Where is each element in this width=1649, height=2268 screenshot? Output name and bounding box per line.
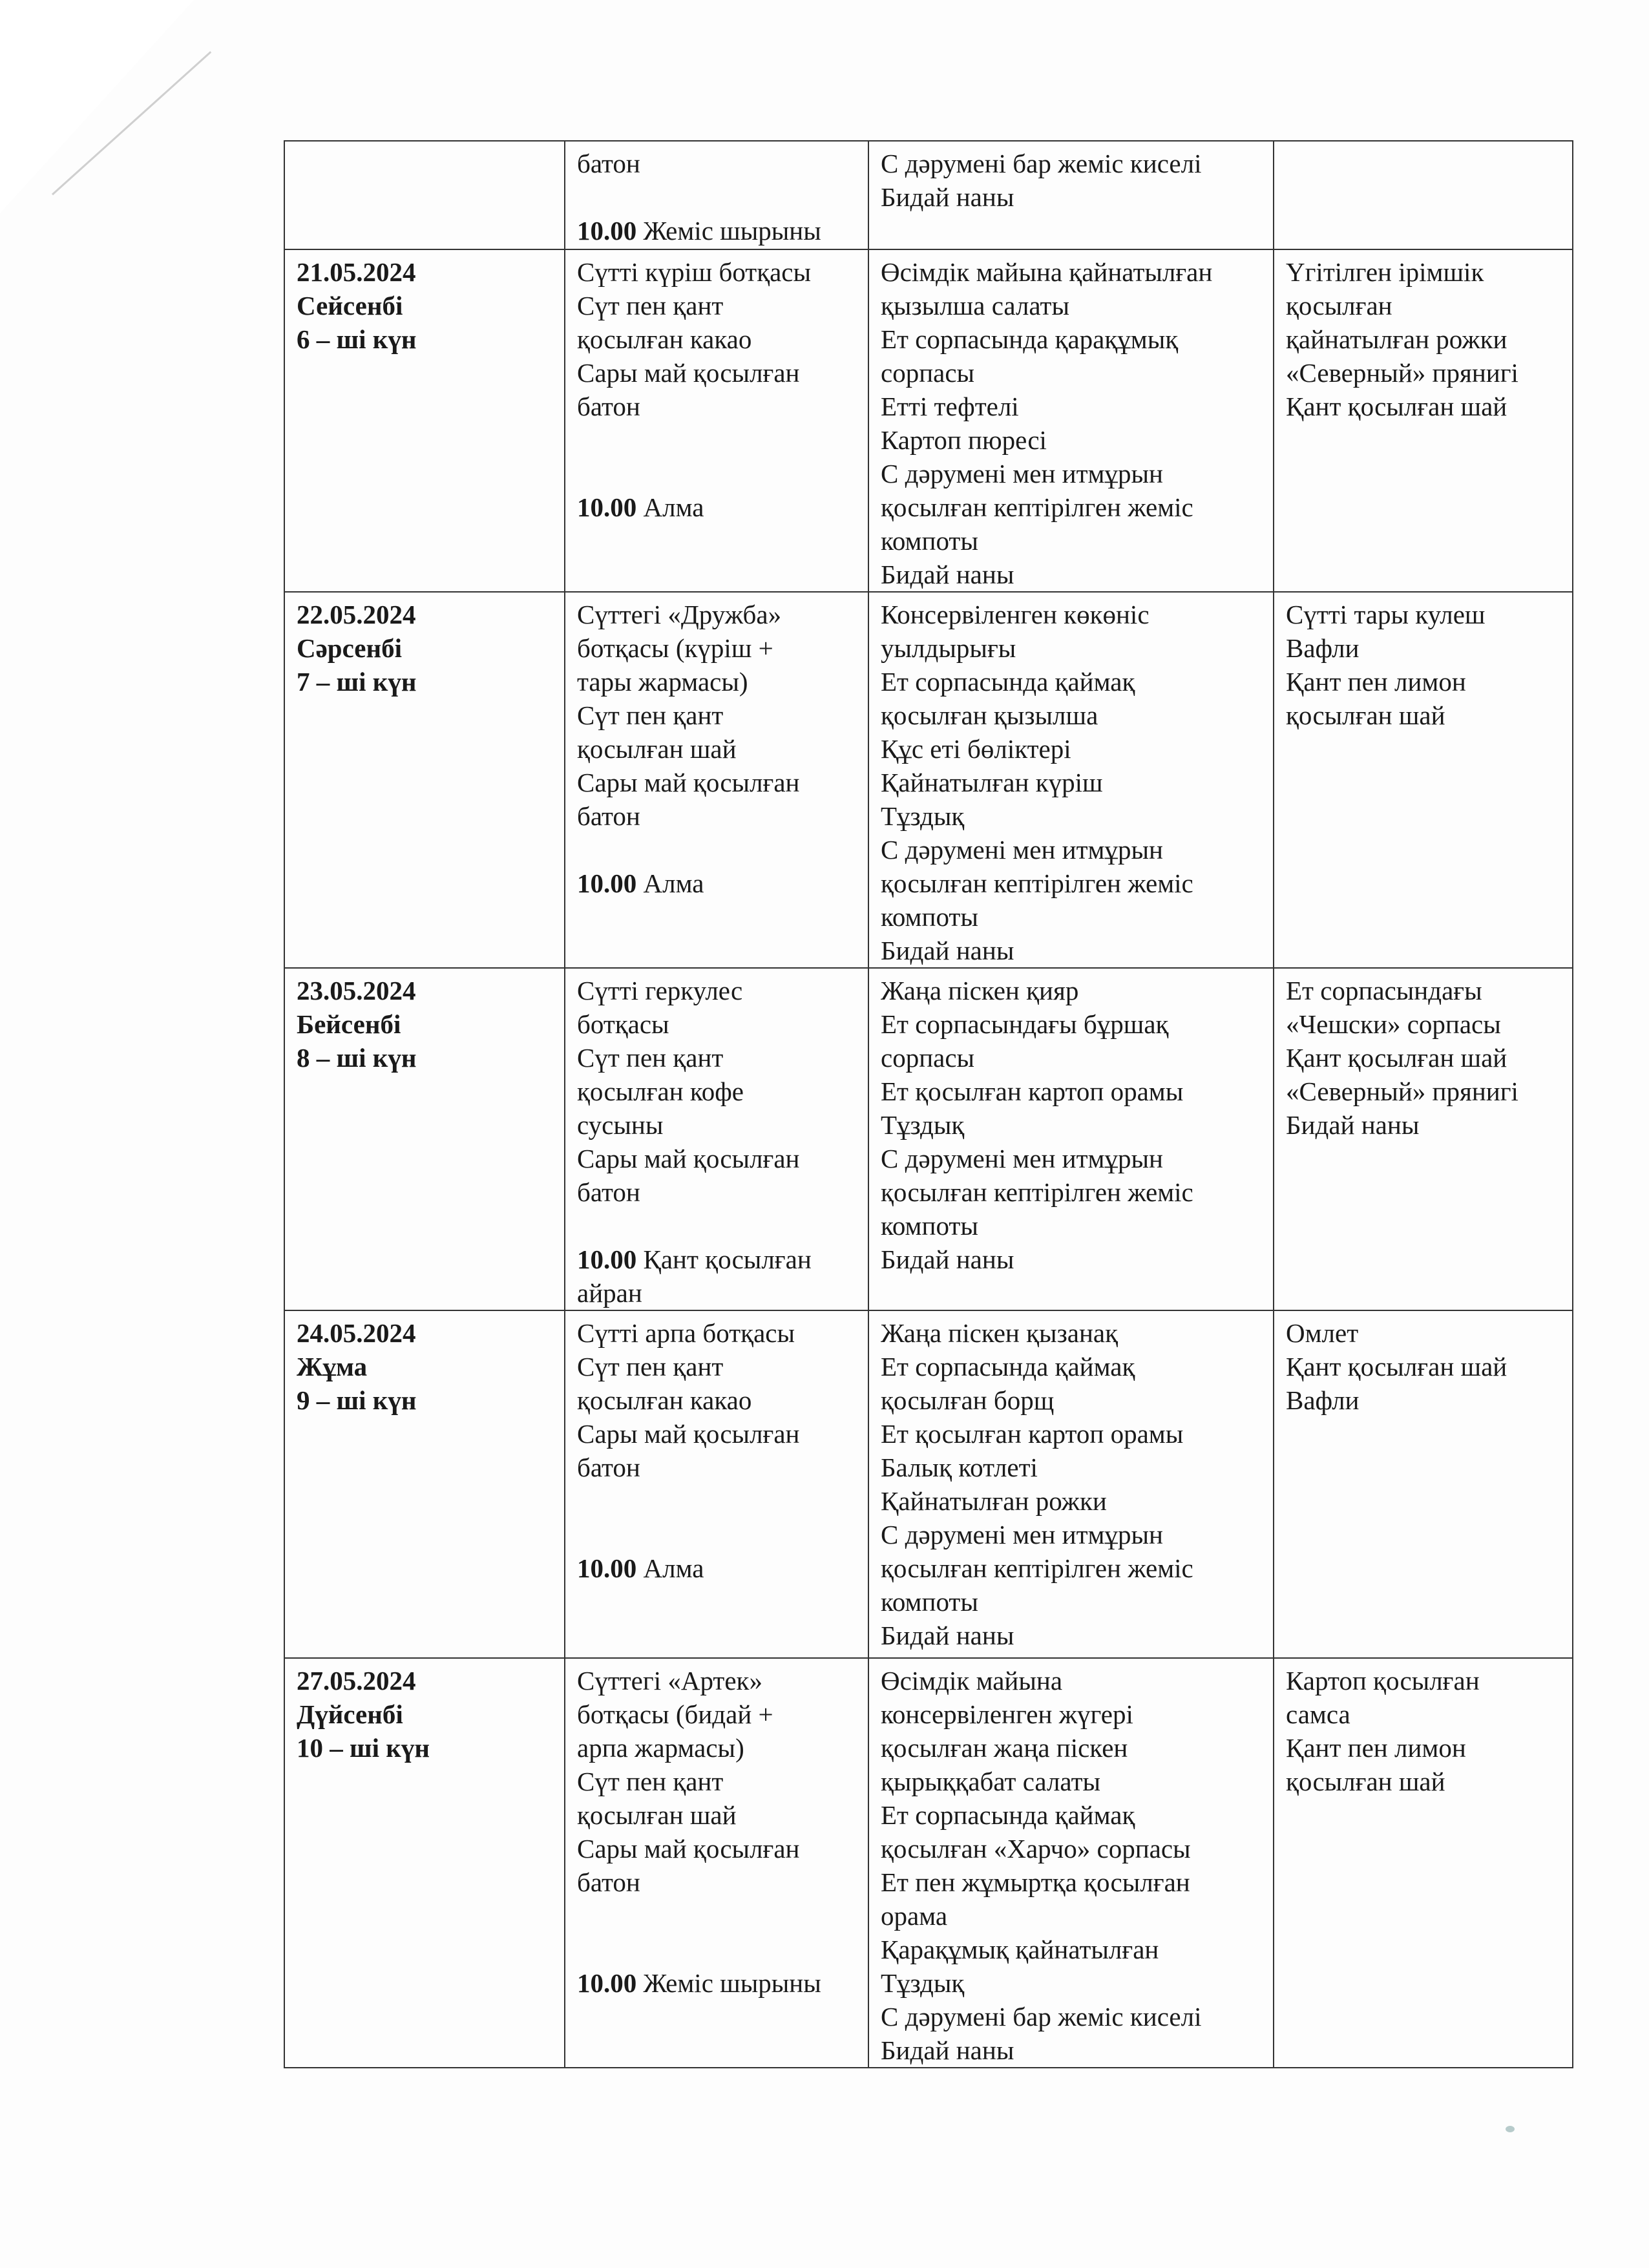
- breakfast-line: ботқасы (күріш +: [577, 633, 773, 663]
- lunch-line: С дәрумені мен итмұрын: [881, 1520, 1163, 1549]
- day-cell: [284, 1658, 565, 2068]
- lunch-line: қосылған кептірілген жеміс: [881, 1553, 1193, 1583]
- breakfast-line: Сүт пен қант: [577, 1352, 724, 1381]
- breakfast-line: қосылған шай: [577, 734, 737, 764]
- dinner-line: Үгітілген ірімшік: [1286, 257, 1484, 287]
- day-day-num: 6 – ші күн: [297, 324, 417, 354]
- lunch-cell: [868, 968, 1274, 1310]
- lunch-line: қосылған «Харчо» сорпасы: [881, 1834, 1191, 1864]
- lunch-line: Етті тефтелі: [881, 392, 1019, 421]
- breakfast-line: ботқасы (бидай +: [577, 1699, 773, 1729]
- breakfast-line: ботқасы: [577, 1009, 669, 1039]
- breakfast-line: батон: [577, 1453, 640, 1482]
- lunch-line: Балық котлеті: [881, 1453, 1038, 1482]
- dinner-line: қосылған шай: [1286, 700, 1445, 730]
- dinner-line: Қант пен лимон: [1286, 667, 1466, 697]
- lunch-line: Ет пен жұмыртқа қосылған: [881, 1867, 1190, 1897]
- lunch-cell: [868, 249, 1274, 592]
- snack-line: [577, 1966, 859, 2000]
- day-date: 23.05.2024: [297, 976, 416, 1005]
- snack-item: Жеміс шырыны: [643, 1968, 821, 1998]
- dinner-line: самса: [1286, 1699, 1350, 1729]
- snack-line: [577, 214, 859, 247]
- dinner-line: қосылған шай: [1286, 1767, 1445, 1796]
- breakfast-line: батон: [577, 392, 640, 421]
- dinner-line: қайнатылған рожки: [1286, 324, 1507, 354]
- breakfast-line: Сүттегі «Артек»: [577, 1666, 762, 1696]
- page-fold: [0, 0, 194, 213]
- table-row: [284, 249, 1573, 592]
- lunch-line: қосылған жаңа піскен: [881, 1733, 1128, 1763]
- dinner-cell: [1274, 1658, 1573, 2068]
- breakfast-line: Сары май қосылған: [577, 1419, 800, 1449]
- breakfast-line: тары жармасы): [577, 667, 748, 697]
- day-day-num: 7 – ші күн: [297, 667, 417, 697]
- lunch-line: компоты: [881, 1211, 978, 1241]
- lunch-line: С дәрумені мен итмұрын: [881, 1144, 1163, 1173]
- day-date: 27.05.2024: [297, 1666, 416, 1696]
- breakfast-line: батон: [577, 801, 640, 831]
- dinner-line: «Чешски» сорпасы: [1286, 1009, 1501, 1039]
- lunch-line: сорпасы: [881, 358, 975, 388]
- dinner-line: Омлет: [1286, 1318, 1359, 1348]
- lunch-line: Бидай наны: [881, 182, 1014, 212]
- day-weekday: Жұма: [297, 1352, 368, 1381]
- snack-item: Алма: [643, 492, 704, 522]
- table-row: [284, 1658, 1573, 2068]
- lunch-line: Қайнатылған күріш: [881, 768, 1103, 797]
- breakfast-line: Сары май қосылған: [577, 768, 800, 797]
- menu-table: [284, 140, 1573, 2068]
- snack-item: Жеміс шырыны: [643, 216, 821, 246]
- breakfast-line: сусыны: [577, 1110, 664, 1140]
- lunch-line: Қайнатылған рожки: [881, 1486, 1107, 1516]
- day-weekday: Сейсенбі: [297, 291, 403, 320]
- day-weekday: Бейсенбі: [297, 1009, 401, 1039]
- day-cell: [284, 141, 565, 249]
- day-day-num: 9 – ші күн: [297, 1385, 417, 1415]
- snack-line: [577, 866, 859, 900]
- lunch-line: С дәрумені бар жеміс киселі: [881, 149, 1202, 178]
- dinner-line: Сүтті тары кулеш: [1286, 600, 1486, 629]
- scan-speck: [1506, 2126, 1515, 2132]
- lunch-line: Тұздық: [881, 1110, 965, 1140]
- breakfast-cell: [565, 592, 868, 968]
- lunch-cell: [868, 141, 1274, 249]
- lunch-line: қосылған кептірілген жеміс: [881, 492, 1193, 522]
- breakfast-line: арпа жармасы): [577, 1733, 744, 1763]
- lunch-line: компоты: [881, 902, 978, 932]
- lunch-line: С дәрумені мен итмұрын: [881, 835, 1163, 865]
- day-date: 22.05.2024: [297, 600, 416, 629]
- breakfast-cell: [565, 1310, 868, 1658]
- lunch-line: Жаңа піскен қияр: [881, 976, 1079, 1005]
- breakfast-line: батон: [577, 149, 640, 178]
- day-cell: [284, 968, 565, 1310]
- breakfast-line: Сүт пен қант: [577, 1043, 724, 1073]
- day-cell: [284, 592, 565, 968]
- dinner-cell: [1274, 249, 1573, 592]
- lunch-line: Ет қосылған картоп орамы: [881, 1076, 1184, 1106]
- lunch-line: қырыққабат салаты: [881, 1767, 1101, 1796]
- breakfast-line: Сүттегі «Дружба»: [577, 600, 782, 629]
- lunch-line: Ет сорпасында қаймақ: [881, 667, 1135, 697]
- lunch-line: Ет сорпасында қарақұмық: [881, 324, 1179, 354]
- dinner-line: Қант пен лимон: [1286, 1733, 1466, 1763]
- dinner-line: Бидай наны: [1286, 1110, 1420, 1140]
- dinner-cell: [1274, 592, 1573, 968]
- snack-item: Қант қосылған айран: [577, 1244, 812, 1308]
- dinner-line: Қант қосылған шай: [1286, 1043, 1507, 1073]
- lunch-line: Өсімдік майына: [881, 1666, 1063, 1696]
- lunch-line: С дәрумені бар жеміс киселі: [881, 2002, 1202, 2032]
- dinner-line: Қант қосылған шай: [1286, 1352, 1507, 1381]
- dinner-line: «Северный» прянигі: [1286, 1076, 1518, 1106]
- snack-time: 10.00: [577, 1244, 637, 1274]
- day-day-num: 10 – ші күн: [297, 1733, 430, 1763]
- table-row: [284, 1310, 1573, 1658]
- dinner-line: Вафли: [1286, 633, 1360, 663]
- lunch-line: С дәрумені мен итмұрын: [881, 459, 1163, 488]
- lunch-line: қосылған борщ: [881, 1385, 1055, 1415]
- snack-item: Алма: [643, 868, 704, 898]
- breakfast-line: Сары май қосылған: [577, 358, 800, 388]
- breakfast-line: Сүтті геркулес: [577, 976, 743, 1005]
- day-date: 21.05.2024: [297, 257, 416, 287]
- lunch-line: қосылған кептірілген жеміс: [881, 1177, 1193, 1207]
- breakfast-line: Сүтті арпа ботқасы: [577, 1318, 795, 1348]
- lunch-line: компоты: [881, 1587, 978, 1617]
- lunch-line: Өсімдік майына қайнатылған: [881, 257, 1213, 287]
- breakfast-cell: [565, 1658, 868, 2068]
- lunch-line: Ет қосылған картоп орамы: [881, 1419, 1184, 1449]
- lunch-line: Бидай наны: [881, 1621, 1014, 1650]
- lunch-line: Ет сорпасында қаймақ: [881, 1800, 1135, 1830]
- breakfast-line: Сары май қосылған: [577, 1144, 800, 1173]
- day-cell: [284, 249, 565, 592]
- breakfast-line: қосылған кофе: [577, 1076, 744, 1106]
- day-weekday: Дүйсенбі: [297, 1699, 403, 1729]
- lunch-line: Ет сорпасындағы бұршақ: [881, 1009, 1169, 1039]
- lunch-line: уылдырығы: [881, 633, 1016, 663]
- dinner-line: Картоп қосылған: [1286, 1666, 1480, 1696]
- breakfast-cell: [565, 249, 868, 592]
- lunch-line: Бидай наны: [881, 560, 1014, 589]
- breakfast-line: қосылған какао: [577, 1385, 752, 1415]
- lunch-line: Жаңа піскен қызанақ: [881, 1318, 1119, 1348]
- lunch-cell: [868, 592, 1274, 968]
- snack-line: [577, 1243, 859, 1310]
- dinner-cell: [1274, 141, 1573, 249]
- day-date: 24.05.2024: [297, 1318, 416, 1348]
- lunch-line: қосылған кептірілген жеміс: [881, 868, 1193, 898]
- lunch-line: Тұздық: [881, 1968, 965, 1998]
- breakfast-line: қосылған шай: [577, 1800, 737, 1830]
- lunch-line: Тұздық: [881, 801, 965, 831]
- dinner-cell: [1274, 1310, 1573, 1658]
- snack-time: 10.00: [577, 868, 637, 898]
- snack-item: Алма: [643, 1553, 704, 1583]
- lunch-line: орама: [881, 1901, 948, 1931]
- table-row: [284, 968, 1573, 1310]
- snack-time: 10.00: [577, 1968, 637, 1998]
- table-row: [284, 141, 1573, 249]
- breakfast-line: Сары май қосылған: [577, 1834, 800, 1864]
- day-weekday: Сәрсенбі: [297, 633, 403, 663]
- lunch-line: Құс еті бөліктері: [881, 734, 1071, 764]
- breakfast-line: қосылған какао: [577, 324, 752, 354]
- dinner-line: Вафли: [1286, 1385, 1360, 1415]
- breakfast-line: Сүтті күріш ботқасы: [577, 257, 812, 287]
- lunch-line: Қарақұмық қайнатылған: [881, 1935, 1159, 1964]
- snack-line: [577, 490, 859, 524]
- lunch-line: Бидай наны: [881, 936, 1014, 965]
- breakfast-line: Сүт пен қант: [577, 1767, 724, 1796]
- table-row: [284, 592, 1573, 968]
- snack-time: 10.00: [577, 216, 637, 246]
- lunch-cell: [868, 1310, 1274, 1658]
- lunch-line: қызылша салаты: [881, 291, 1070, 320]
- snack-line: [577, 1551, 859, 1585]
- lunch-line: консервіленген жүгері: [881, 1699, 1133, 1729]
- lunch-line: Бидай наны: [881, 1244, 1014, 1274]
- breakfast-line: батон: [577, 1177, 640, 1207]
- lunch-cell: [868, 1658, 1274, 2068]
- dinner-line: қосылған: [1286, 291, 1392, 320]
- dinner-cell: [1274, 968, 1573, 1310]
- day-cell: [284, 1310, 565, 1658]
- day-day-num: 8 – ші күн: [297, 1043, 417, 1073]
- dinner-line: Қант қосылған шай: [1286, 392, 1507, 421]
- snack-time: 10.00: [577, 492, 637, 522]
- lunch-line: Консервіленген көкөніс: [881, 600, 1150, 629]
- breakfast-line: батон: [577, 1867, 640, 1897]
- lunch-line: Картоп пюресі: [881, 425, 1047, 455]
- lunch-line: Бидай наны: [881, 2035, 1014, 2065]
- dinner-line: Ет сорпасындағы: [1286, 976, 1482, 1005]
- breakfast-cell: [565, 141, 868, 249]
- breakfast-line: Сүт пен қант: [577, 291, 724, 320]
- lunch-line: қосылған қызылша: [881, 700, 1098, 730]
- lunch-line: компоты: [881, 526, 978, 556]
- breakfast-cell: [565, 968, 868, 1310]
- lunch-line: сорпасы: [881, 1043, 975, 1073]
- snack-time: 10.00: [577, 1553, 637, 1583]
- breakfast-line: Сүт пен қант: [577, 700, 724, 730]
- lunch-line: Ет сорпасында қаймақ: [881, 1352, 1135, 1381]
- dinner-line: «Северный» прянигі: [1286, 358, 1518, 388]
